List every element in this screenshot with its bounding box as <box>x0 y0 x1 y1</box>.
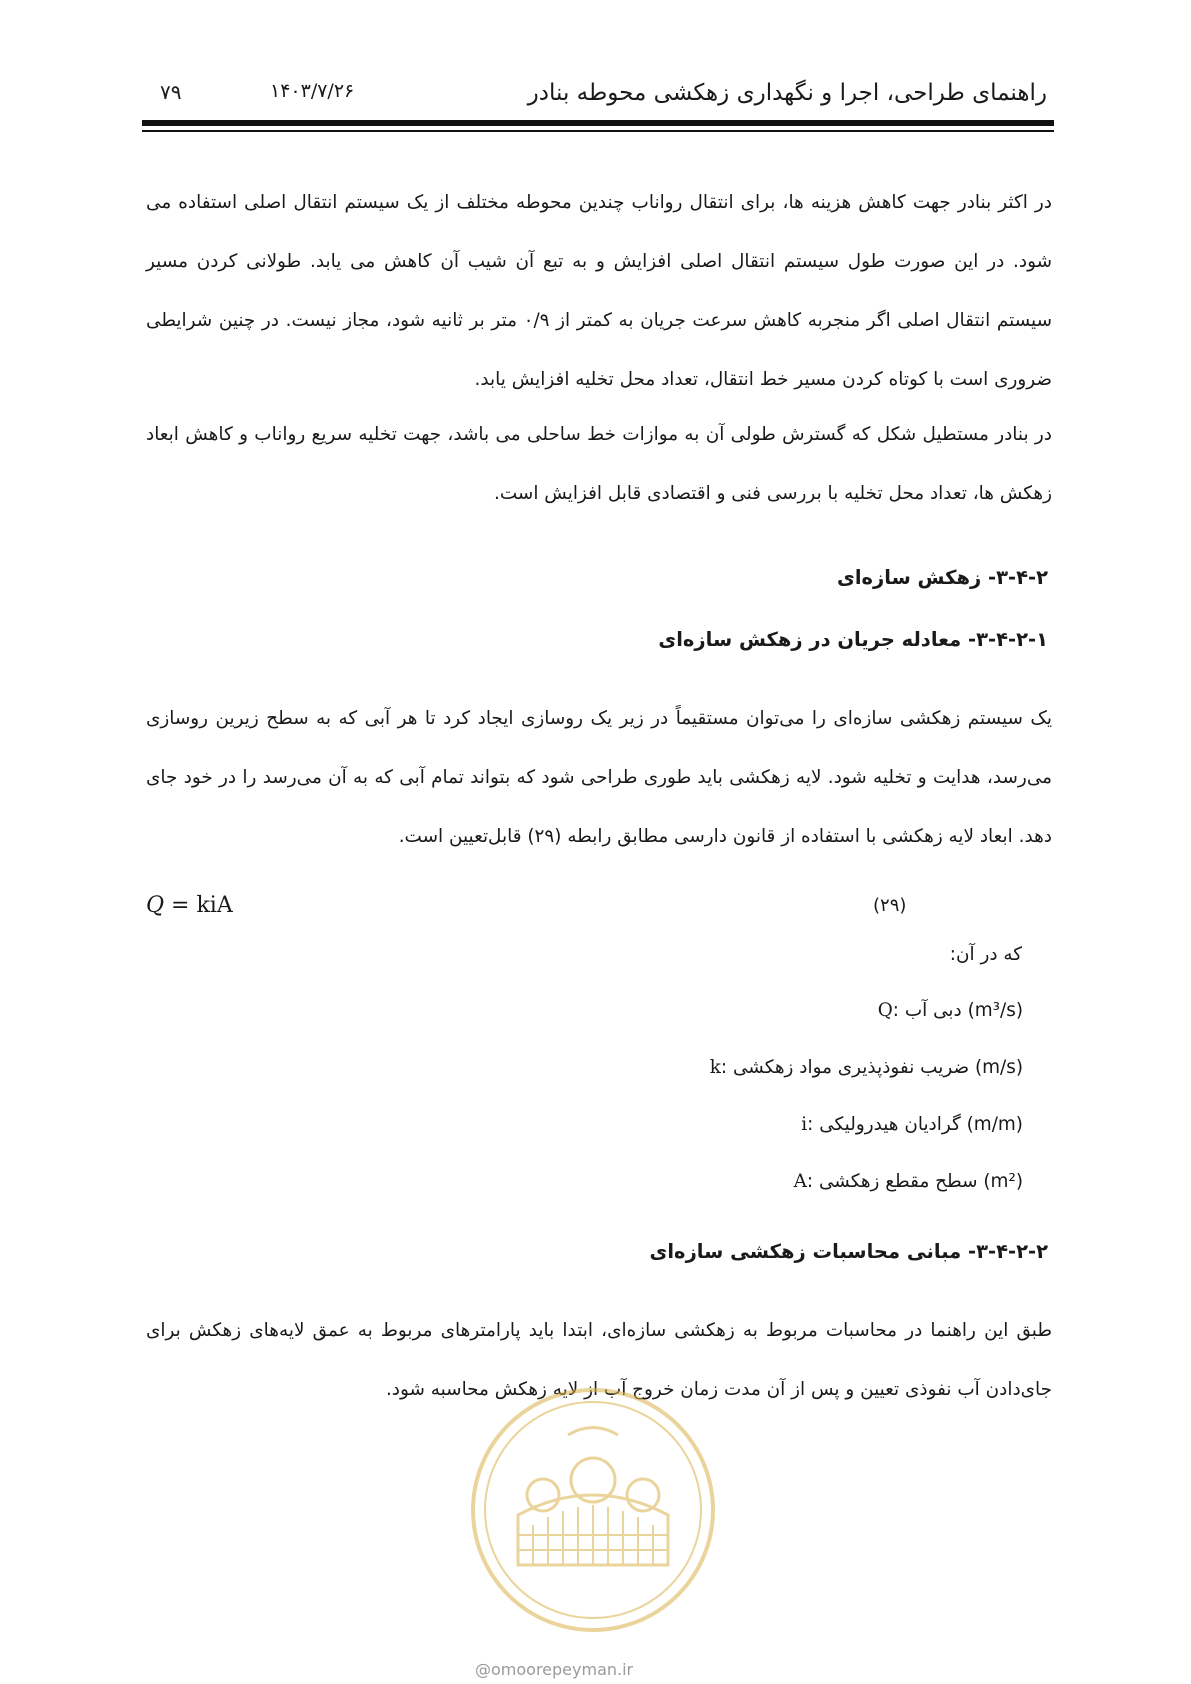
definition-item: Q: دبی آب (m³/s) <box>877 1000 1023 1021</box>
definition-item: A: سطح مقطع زهکشی (m²) <box>793 1171 1023 1192</box>
formula <box>146 893 233 918</box>
formula-lhs: Q <box>146 893 165 918</box>
paragraph-3: یک سیستم زهکشی سازه‌ای را می‌توان مستقیماً در زیر یک روسازی ایجاد کرد تا هر آبی که به سطح زیرین روسازی می‌رسد، هدایت و تخلیه شود. لایه زهکشی باید طوری طراحی شود که بتواند تمام آبی که به آن می‌رسد را در خود جای دهد. ابعاد لایه زهکشی با استفاده از قانون دارسی مطابق رابطه (۲۹) قابل‌تعیین است. <box>146 708 1052 847</box>
definition-item: i: گرادیان هیدرولیکی (m/m) <box>801 1114 1023 1135</box>
subsection-heading-2: ۳-۴-۲-۲- مبانی محاسبات زهکشی سازه‌ای <box>649 1240 1048 1263</box>
definition-item: k: ضریب نفوذپذیری مواد زهکشی (m/s) <box>709 1057 1023 1078</box>
header-rule-thin <box>142 130 1054 132</box>
watermark-text: @omoorepeyman.ir <box>475 1660 634 1679</box>
paragraph-1: در اکثر بنادر جهت کاهش هزینه ها، برای انتقال رواناب چندین محوطه مختلف از یک سیستم انتقال اصلی استفاده می شود. در این صورت طول سیستم انتقال اصلی افزایش و به تبع آن شیب آن کاهش می یابد. طولانی کردن مسیر سیستم انتقال اصلی اگر منجربه کاهش سرعت جریان به کمتر از ۰/۹ متر بر ثانیه شود، مجاز نیست. در چنین شرایطی ضروری است با کوتاه کردن مسیر خط انتقال، تعداد محل تخلیه افزایش یابد. <box>146 192 1052 390</box>
paragraph-2: در بنادر مستطیل شکل که گسترش طولی آن به موازات خط ساحلی می باشد، جهت تخلیه سریع رواناب و کاهش ابعاد زهکش ها، تعداد محل تخلیه با بررسی فنی و اقتصادی قابل افزایش است. <box>146 424 1052 504</box>
watermark-logo <box>448 1365 738 1655</box>
subsection-heading-1: ۳-۴-۲-۱- معادله جریان در زهکش سازه‌ای <box>658 628 1048 651</box>
header-date: ۱۴۰۳/۷/۲۶ <box>270 80 355 102</box>
formula-rhs: = kiA <box>164 893 233 918</box>
header-rule-thick <box>142 120 1054 126</box>
header-title: راهنمای طراحی، اجرا و نگهداری زهکشی محوطه بنادر <box>527 80 1047 106</box>
section-heading: ۳-۴-۲- زهکش سازه‌ای <box>836 566 1048 589</box>
definitions-intro: که در آن: <box>949 944 1022 965</box>
paragraph-4: طبق این راهنما در محاسبات مربوط به زهکشی سازه‌ای، ابتدا باید پارامترهای مربوط به عمق لایه‌های زهکش برای جای‌دادن آب نفوذی تعیین و پس از آن مدت زمان خروج آب از لایه زهکش محاسبه شود. <box>146 1320 1052 1400</box>
equation-number: (۲۹) <box>873 895 907 916</box>
page-number: ۷۹ <box>160 80 182 104</box>
